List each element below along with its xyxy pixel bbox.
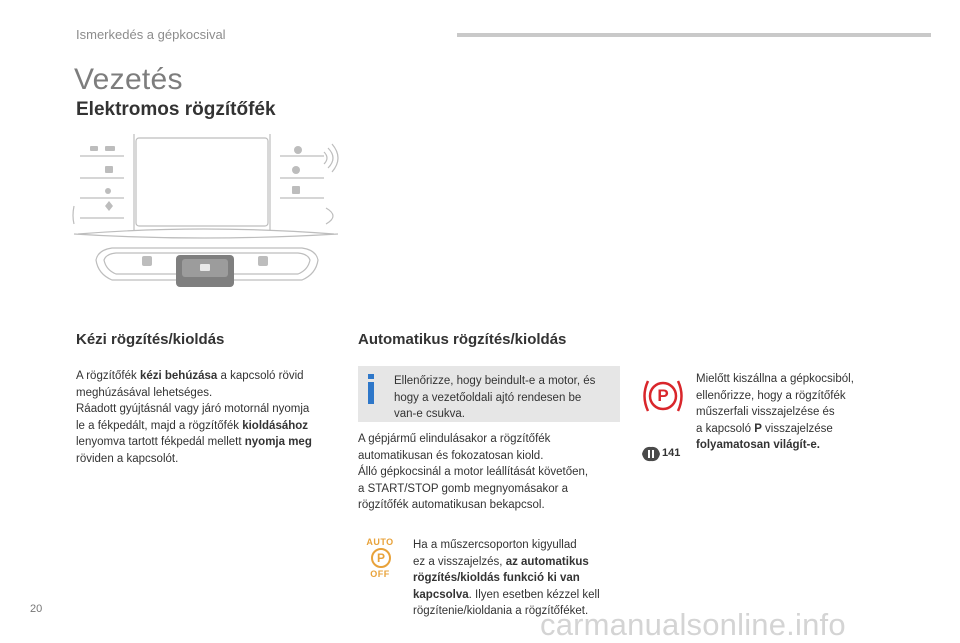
manual-line: Ráadott gyújtásnál vagy járó motornál nyomja xyxy=(76,403,310,415)
auto-line: Álló gépkocsinál a motor leállítását követően, xyxy=(358,466,589,478)
right-text xyxy=(696,371,926,454)
text-run: le a fékpedált, majd a rögzítőfék xyxy=(76,419,243,432)
text-run: a kapcsoló rövid xyxy=(217,370,304,382)
text-run: ez a visszajelzés, xyxy=(413,555,506,568)
auto-line: rögzítőfék automatikusan bekapcsol. xyxy=(358,499,545,511)
manual-line: röviden a kapcsolót. xyxy=(76,452,179,465)
info-text xyxy=(394,373,616,423)
info-line: van-e csukva. xyxy=(394,408,465,420)
bold-run: nyomja meg xyxy=(244,436,312,448)
bold-run: kioldásához xyxy=(242,419,309,432)
page-number: 20 xyxy=(30,603,43,615)
right-line xyxy=(696,421,926,438)
right-line: ellenőrizze, hogy a rögzítőfék xyxy=(696,389,846,402)
auto-off-line xyxy=(413,554,628,571)
dashboard-illustration xyxy=(72,134,342,294)
page-subtitle: Elektromos rögzítőfék xyxy=(76,99,276,120)
right-line: műszerfali visszajelzése és xyxy=(696,406,835,418)
auto-off-line xyxy=(413,570,628,587)
auto-off-line: Ha a műszercsoporton kigyullad xyxy=(413,539,577,551)
parking-brake-letter: P xyxy=(657,386,669,405)
manual-line: meghúzásával lehetséges. xyxy=(76,386,213,399)
auto-line: a START/STOP gomb megnyomásakor a xyxy=(358,482,569,495)
auto-icon-bottom: OFF xyxy=(370,569,390,579)
auto-p-off-icon xyxy=(360,537,400,581)
info-line: hogy a vezetőoldali ajtó rendesen be xyxy=(394,391,582,404)
info-line: Ellenőrizze, hogy beindult-e a motor, és xyxy=(394,375,596,387)
manual-paragraph xyxy=(76,368,346,467)
bold-run: kapcsolva xyxy=(413,588,469,601)
auto-icon-top: AUTO xyxy=(366,537,394,547)
header-rule xyxy=(457,33,931,37)
auto-heading: Automatikus rögzítés/kioldás xyxy=(358,331,567,348)
page-title: Vezetés xyxy=(74,63,183,96)
running-header: Ismerkedés a gépkocsival xyxy=(76,27,226,42)
right-line xyxy=(696,437,926,454)
text-run: A rögzítőfék xyxy=(76,370,140,382)
page-ref-icon[interactable] xyxy=(642,446,660,462)
auto-line: automatikusan és fokozatosan kiold. xyxy=(358,449,544,462)
auto-off-line xyxy=(413,587,628,604)
manual-line xyxy=(76,368,346,385)
text-run: a kapcsoló xyxy=(696,422,755,435)
manual-heading: Kézi rögzítés/kioldás xyxy=(76,331,225,348)
watermark: carmanualsonline.info xyxy=(540,607,846,642)
page-ref-number[interactable]: 141 xyxy=(662,447,681,459)
text-run: lenyomva tartott fékpedál mellett xyxy=(76,436,245,448)
text-run: . Ilyen esetben kézzel kell xyxy=(468,588,600,601)
auto-line: A gépjármű elindulásakor a rögzítőfék xyxy=(358,433,551,445)
info-icon xyxy=(364,372,378,406)
bold-run: az automatikus xyxy=(505,555,589,568)
text-run: visszajelzése xyxy=(761,422,833,435)
auto-off-line: rögzítenie/kioldania a rögzítőféket. xyxy=(413,605,589,617)
right-line: Mielőtt kiszállna a gépkocsiból, xyxy=(696,373,854,385)
manual-line xyxy=(76,418,346,435)
manual-line xyxy=(76,434,346,451)
bold-run: rögzítés/kioldás funkció ki van xyxy=(413,572,580,584)
bold-run: P xyxy=(754,422,762,435)
auto-body xyxy=(358,431,623,514)
auto-icon-mid: P xyxy=(371,548,391,568)
bold-run: folyamatosan világít-e. xyxy=(696,439,820,451)
bold-run: kézi behúzása xyxy=(139,370,218,382)
